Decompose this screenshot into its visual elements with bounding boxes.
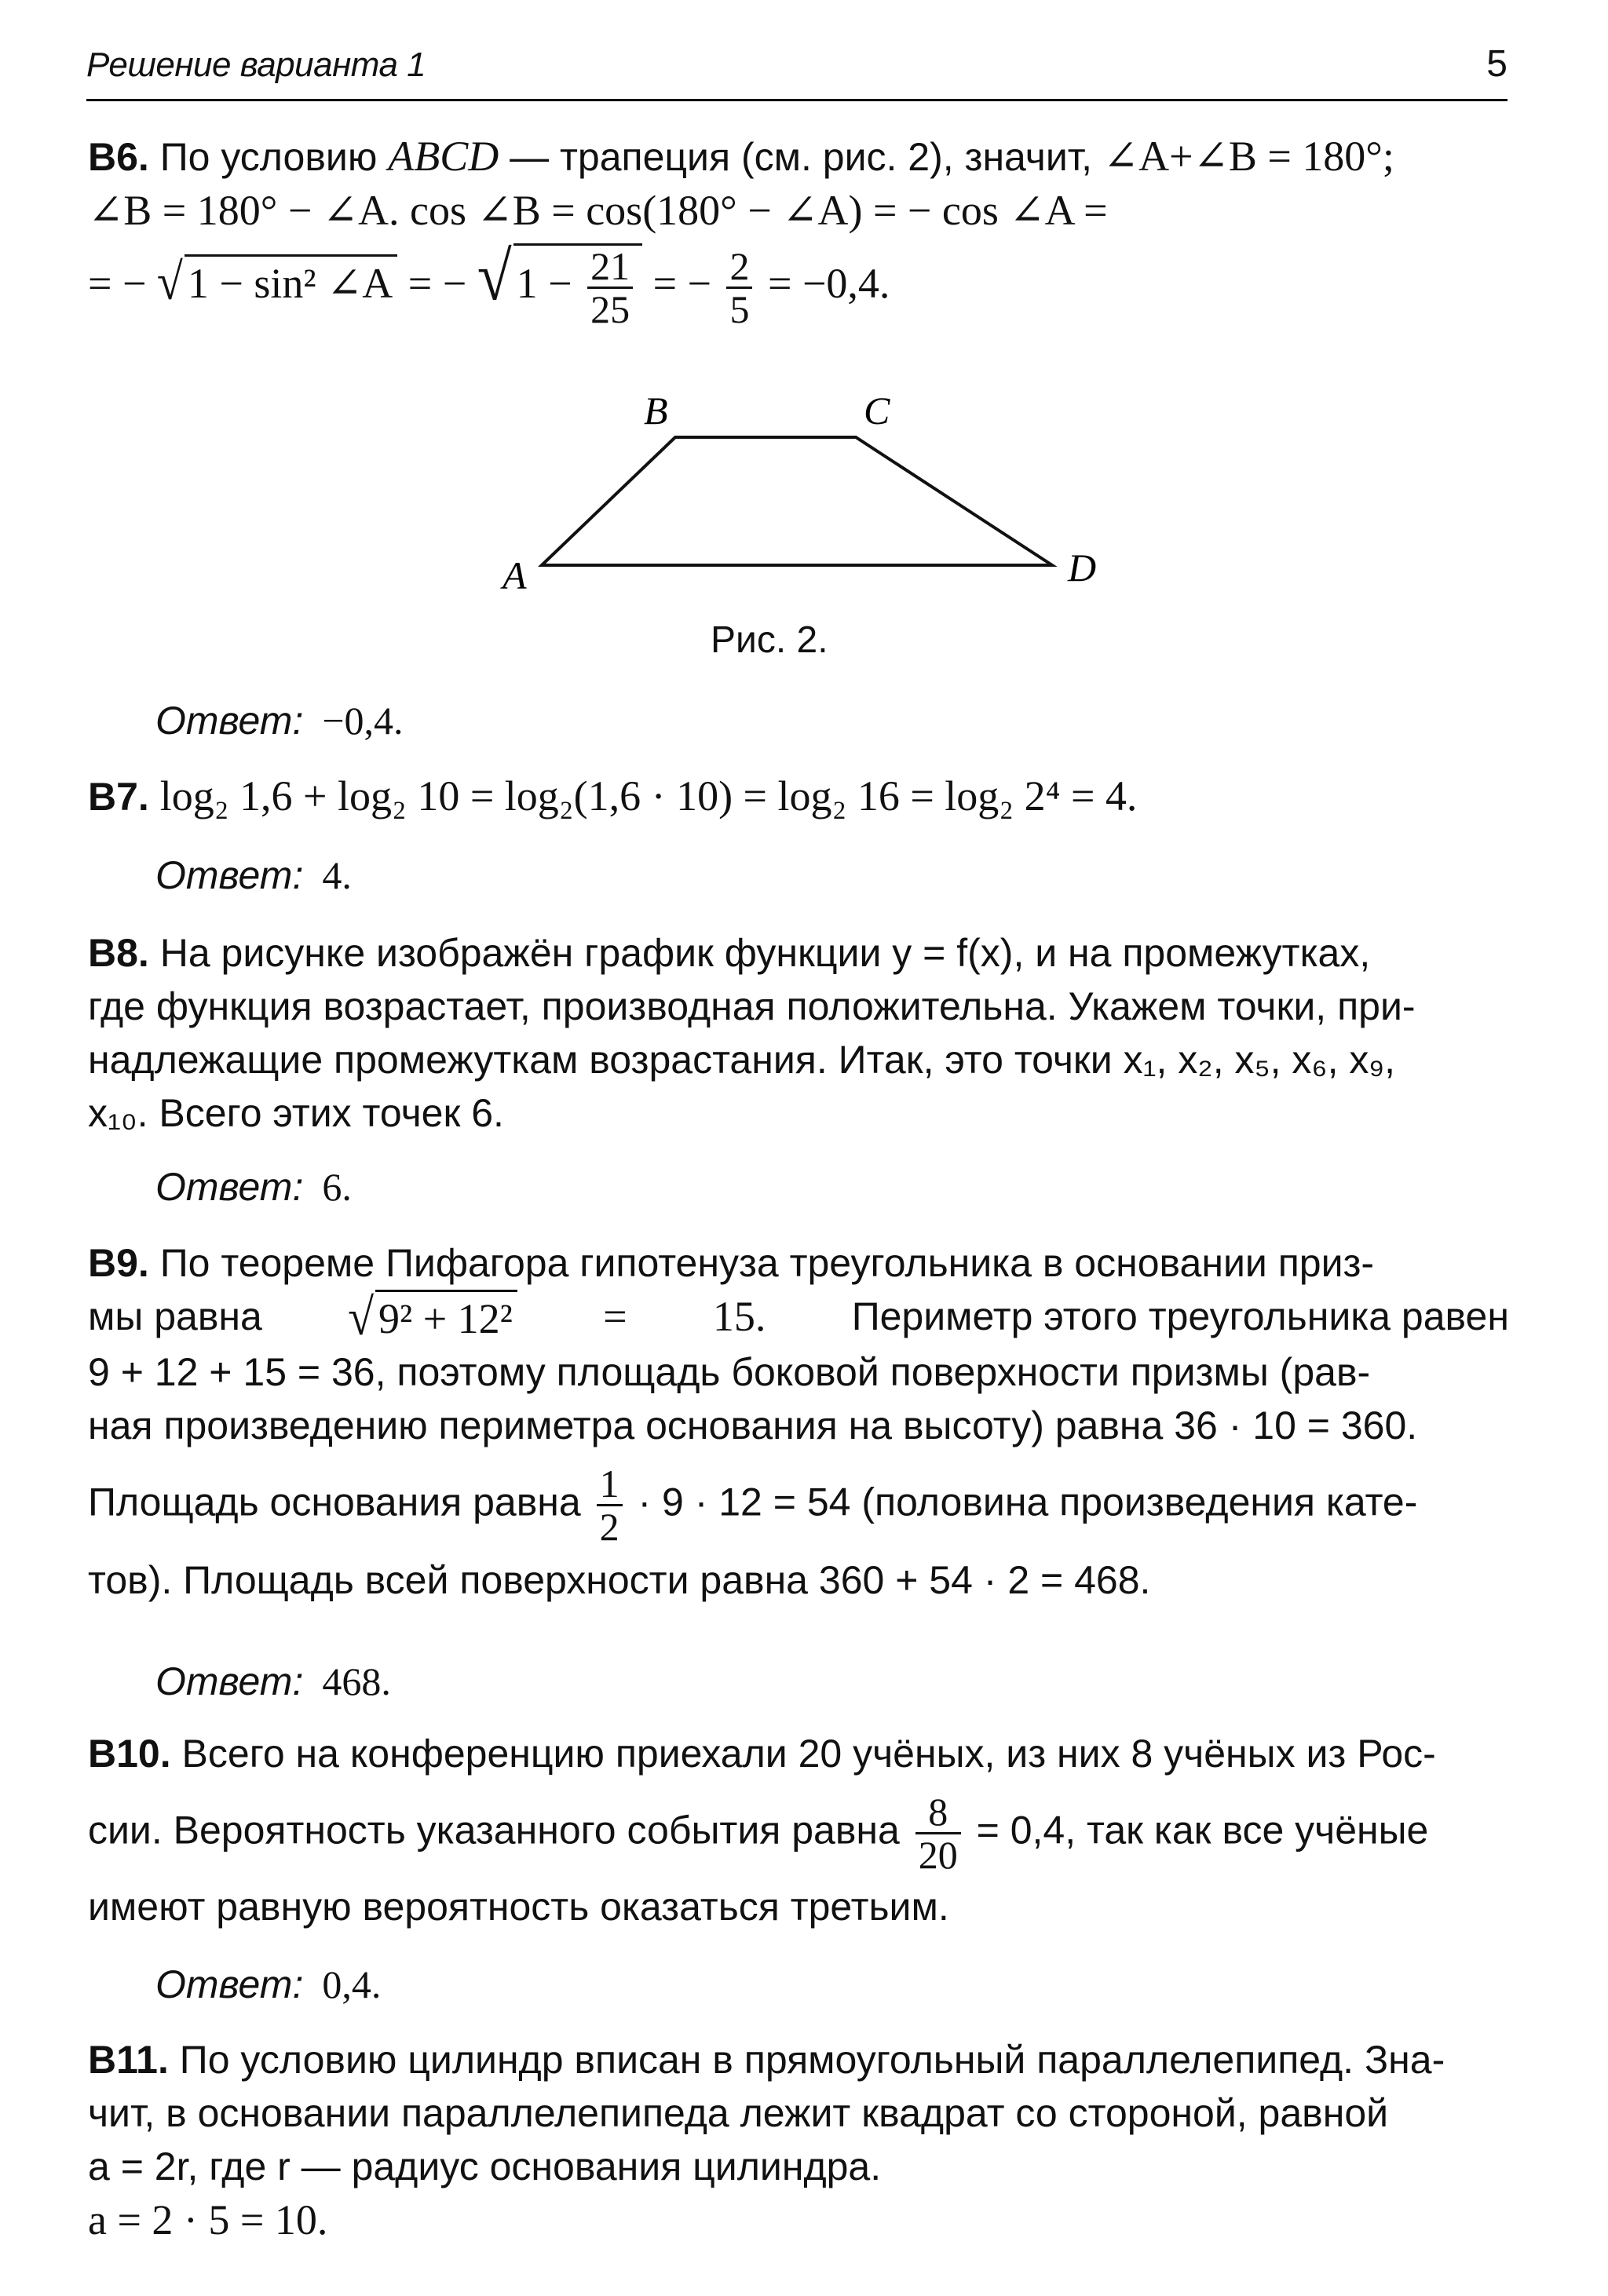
frac-numerator: 21	[587, 246, 633, 289]
b10-text-1: Всего на конференцию приехали 20 учёных, из них 8 учёных из Рос-	[181, 1732, 1436, 1776]
answer-value: 4.	[322, 853, 352, 897]
vertex-label-d: D	[1068, 546, 1097, 590]
page-number: 5	[1486, 43, 1508, 85]
page-header	[86, 38, 1508, 101]
answer-key: Ответ:	[155, 699, 304, 743]
b6-answer	[155, 697, 404, 744]
b6-l3c: = −	[652, 259, 711, 307]
vertex-label-b: B	[644, 392, 668, 433]
answer-key: Ответ:	[155, 1962, 304, 2006]
problem-b7	[88, 769, 1509, 823]
b6-line-2: ∠B = 180° − ∠A. cos ∠B = cos(180° − ∠A) = − cos ∠A =	[88, 187, 1108, 234]
b6-sqrt-1	[157, 254, 397, 310]
b8-line-4: x₁₀. Всего этих точек 6.	[88, 1091, 504, 1135]
b9-line-6: тов). Площадь всей поверхности равна 360 + 54 · 2 = 468.	[88, 1558, 1151, 1602]
b8-text-1: На рисунке изображён график функции y = f(x), и на промежутках,	[159, 931, 1371, 975]
answer-value: −0,4.	[322, 699, 404, 743]
b6-sqrt-2	[477, 239, 642, 331]
frac-denominator: 25	[590, 287, 630, 331]
b9-text-5a: Площадь основания равна	[88, 1480, 592, 1524]
b9-radicand: 9² + 12²	[375, 1290, 517, 1345]
b9-line-1	[88, 1236, 1509, 1290]
b7-answer	[155, 852, 352, 899]
b6-abcd: ABCD	[388, 133, 499, 180]
b6-angle-sum: ∠A+∠B = 180°;	[1102, 133, 1394, 180]
b11-line-1	[88, 2033, 1509, 2086]
problem-b6	[88, 130, 1509, 330]
b7-label: B7.	[88, 775, 149, 819]
b6-frac-2-5	[726, 246, 752, 330]
b8-line-3: надлежащие промежуткам возрастания. Итак, это точки x₁, x₂, x₅, x₆, x₉,	[88, 1038, 1396, 1082]
b11-label: B11.	[88, 2038, 169, 2082]
frac-numerator: 8	[915, 1791, 961, 1834]
b9-line-4: ная произведению периметра основания на высоту) равна 36 · 10 = 360.	[88, 1404, 1418, 1447]
sqrt-icon: √	[156, 253, 183, 311]
frac-numerator: 1	[597, 1463, 623, 1506]
b9-frac-1-2	[597, 1463, 623, 1547]
answer-key: Ответ:	[155, 1659, 304, 1703]
vertex-label-c: C	[864, 392, 890, 433]
b6-l3d: = −0,4.	[767, 259, 890, 307]
answer-value: 468.	[322, 1659, 391, 1703]
b9-equals: =	[603, 1293, 627, 1340]
b9-text-2d: Периметр этого треугольника равен	[851, 1294, 1509, 1338]
frac-denominator: 20	[918, 1833, 958, 1877]
b6-text-1a: По условию	[159, 135, 389, 179]
trapezoid-shape	[542, 437, 1052, 565]
b10-line-3: имеют равную вероятность оказаться третьим.	[88, 1885, 949, 1929]
b6-rad2-text: 1 −	[516, 259, 583, 307]
b6-l3b: = −	[407, 259, 467, 307]
b9-text-5b: · 9 · 12 = 54 (половина произведения кате-	[627, 1480, 1418, 1524]
problem-b11	[88, 2033, 1509, 2247]
b9-answer	[155, 1658, 391, 1705]
frac-denominator: 2	[599, 1505, 619, 1549]
vertex-label-a: A	[502, 553, 527, 597]
sqrt-icon: √	[477, 239, 512, 316]
b7-expression: log₂ 1,6 + log₂ 10 = log₂(1,6 · 10) = log₂ 16 = log₂ 2⁴ = 4.	[159, 772, 1138, 819]
b10-text-2b: = 0,4, так как все учёные	[965, 1808, 1429, 1852]
answer-key: Ответ:	[155, 1165, 304, 1209]
b9-sqrt	[348, 1290, 517, 1345]
b9-value-15: 15.	[712, 1293, 766, 1340]
frac-numerator: 2	[726, 246, 752, 289]
problem-b10	[88, 1727, 1509, 1933]
b6-line-3	[88, 239, 1509, 331]
b10-answer	[155, 1961, 381, 2008]
b9-text-2a: мы равна	[88, 1294, 262, 1338]
b11-line-3: a = 2r, где r — радиус основания цилиндра.	[88, 2145, 882, 2188]
b9-line-2	[88, 1290, 1509, 1345]
b6-line-1	[88, 130, 1509, 184]
b11-line-2: чит, в основании параллелепипеда лежит квадрат со стороной, равной	[88, 2091, 1389, 2135]
sqrt-icon: √	[348, 1288, 375, 1346]
b8-line-1	[88, 926, 1509, 980]
b7-line-1	[88, 769, 1509, 823]
b9-line-3: 9 + 12 + 15 = 36, поэтому площадь боковой поверхности призмы (рав-	[88, 1350, 1371, 1394]
b6-l3a: = −	[88, 259, 147, 307]
b6-radicand-1: 1 − sin² ∠A	[185, 254, 397, 310]
b6-radicand-2	[513, 243, 642, 330]
b9-label: B9.	[88, 1241, 149, 1285]
b11-line-4: a = 2 · 5 = 10.	[88, 2196, 328, 2243]
running-head: Решение варианта 1	[86, 46, 426, 84]
b10-line-1	[88, 1727, 1509, 1780]
b6-label: B6.	[88, 135, 149, 179]
frac-denominator: 5	[729, 287, 750, 331]
problem-b9	[88, 1236, 1509, 1607]
answer-key: Ответ:	[155, 853, 304, 897]
b9-line-5	[88, 1463, 1509, 1547]
answer-value: 0,4.	[322, 1962, 382, 2006]
b10-frac-8-20	[915, 1791, 961, 1875]
trapezoid-figure	[487, 392, 1131, 628]
b6-frac-21-25	[587, 246, 633, 330]
b10-text-2a: сии. Вероятность указанного события равна	[88, 1808, 911, 1852]
b10-line-2	[88, 1791, 1509, 1875]
problem-b8	[88, 926, 1509, 1140]
b8-answer	[155, 1163, 352, 1210]
answer-value: 6.	[322, 1165, 352, 1209]
b8-label: B8.	[88, 931, 149, 975]
figure-caption: Рис. 2.	[711, 619, 828, 661]
b9-text-1: По теореме Пифагора гипотенуза треугольника в основании приз-	[159, 1241, 1375, 1285]
b10-label: B10.	[88, 1732, 171, 1776]
b11-text-1: По условию цилиндр вписан в прямоугольный параллелепипед. Зна-	[179, 2038, 1445, 2082]
b6-text-1c: — трапеция (см. рис. 2), значит,	[499, 135, 1103, 179]
b8-line-2: где функция возрастает, производная положительна. Укажем точки, при-	[88, 984, 1416, 1028]
